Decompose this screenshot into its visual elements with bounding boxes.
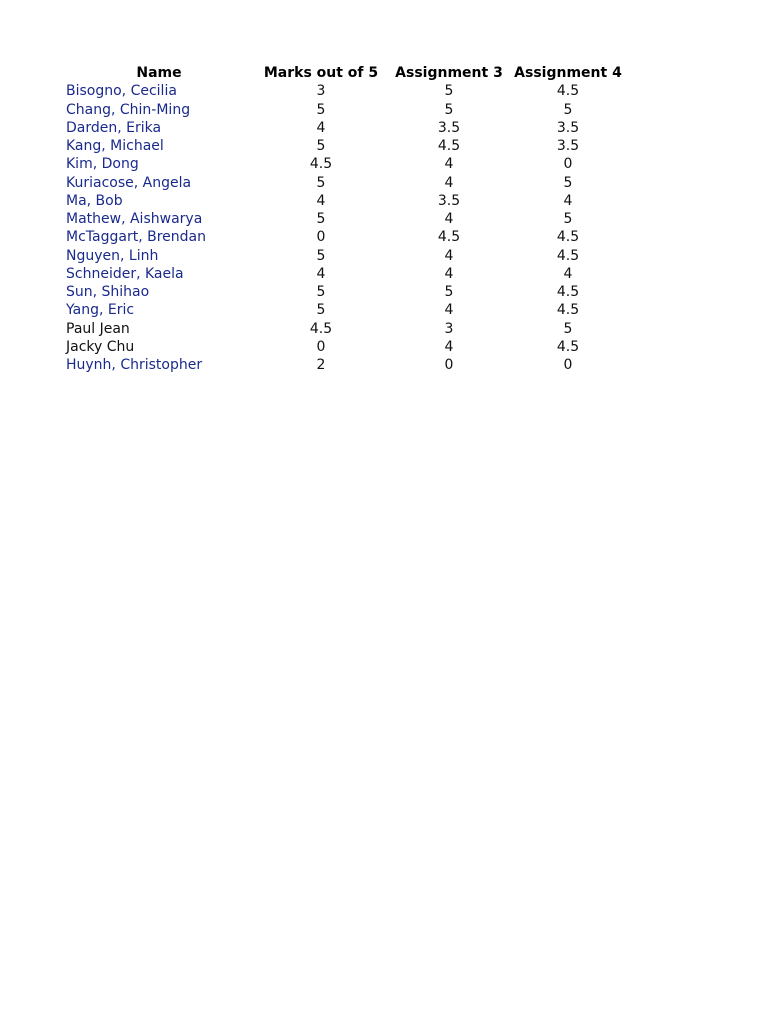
header-assignment-4: Assignment 4 xyxy=(514,65,622,81)
assignment-3-cell: 3.5 xyxy=(437,192,461,209)
header-name: Name xyxy=(136,65,182,81)
student-name: Schneider, Kaela xyxy=(66,265,184,282)
assignment-3-cell: 5 xyxy=(444,83,454,100)
marks-cell: 5 xyxy=(316,211,326,227)
table-row xyxy=(0,301,768,319)
assignment-4-cell: 4.5 xyxy=(556,229,580,246)
table-row xyxy=(0,247,768,265)
marks-cell: 0 xyxy=(316,338,326,355)
marks-cell: 4.5 xyxy=(309,320,333,337)
table-body xyxy=(0,82,768,374)
table-row xyxy=(0,320,768,338)
assignment-4-cell: 3.5 xyxy=(556,138,580,154)
assignment-3-cell: 5 xyxy=(444,284,454,300)
table-row xyxy=(0,356,768,374)
assignment-4-cell: 5 xyxy=(563,174,573,191)
assignment-4-cell: 0 xyxy=(563,357,573,373)
student-name: Paul Jean xyxy=(66,320,130,337)
marks-cell: 4 xyxy=(316,265,326,282)
assignment-3-cell: 4 xyxy=(444,247,454,264)
marks-cell: 4 xyxy=(316,192,326,209)
marks-cell: 2 xyxy=(316,357,326,373)
assignment-3-cell: 0 xyxy=(444,357,454,373)
student-name: Kim, Dong xyxy=(66,156,139,173)
student-name: Mathew, Aishwarya xyxy=(66,211,203,227)
assignment-4-cell: 5 xyxy=(563,320,573,337)
assignment-4-cell: 4 xyxy=(563,265,573,282)
table-row xyxy=(0,192,768,210)
table-row xyxy=(0,155,768,173)
assignment-3-cell: 4 xyxy=(444,211,454,227)
table-row xyxy=(0,119,768,137)
assignment-3-cell: 4 xyxy=(444,156,454,173)
table-row xyxy=(0,174,768,192)
student-name: Yang, Eric xyxy=(66,302,135,319)
marks-cell: 5 xyxy=(316,101,326,118)
assignment-3-cell: 4.5 xyxy=(437,138,461,154)
marks-cell: 5 xyxy=(316,174,326,191)
assignment-3-cell: 5 xyxy=(444,101,454,118)
student-name: Kuriacose, Angela xyxy=(66,174,192,191)
marks-cell: 3 xyxy=(316,83,326,100)
assignment-4-cell: 0 xyxy=(563,156,573,173)
marks-cell: 4 xyxy=(316,119,326,136)
student-name: Huynh, Christopher xyxy=(66,357,203,373)
assignment-4-cell: 4.5 xyxy=(556,302,580,319)
student-name: Chang, Chin-Ming xyxy=(66,101,191,118)
table-row xyxy=(0,101,768,119)
marks-cell: 5 xyxy=(316,284,326,300)
table-row xyxy=(0,338,768,356)
marks-cell: 4.5 xyxy=(309,156,333,173)
assignment-3-cell: 3 xyxy=(444,320,454,337)
student-name: Kang, Michael xyxy=(66,138,164,154)
table-row xyxy=(0,137,768,155)
student-name: Sun, Shihao xyxy=(66,284,150,300)
student-name: Nguyen, Linh xyxy=(66,247,159,264)
table-row xyxy=(0,210,768,228)
assignment-4-cell: 4 xyxy=(563,192,573,209)
assignment-3-cell: 4 xyxy=(444,302,454,319)
assignment-3-cell: 4.5 xyxy=(437,229,461,246)
assignment-3-cell: 4 xyxy=(444,174,454,191)
marks-cell: 0 xyxy=(316,229,326,246)
assignment-4-cell: 5 xyxy=(563,101,573,118)
grades-table xyxy=(0,64,768,374)
assignment-4-cell: 5 xyxy=(563,211,573,227)
assignment-4-cell: 4.5 xyxy=(556,83,580,100)
assignment-3-cell: 4 xyxy=(444,265,454,282)
table-row xyxy=(0,82,768,100)
assignment-4-cell: 3.5 xyxy=(556,119,580,136)
assignment-4-cell: 4.5 xyxy=(556,338,580,355)
student-name: Jacky Chu xyxy=(66,338,135,355)
header-row xyxy=(0,64,768,82)
table-row xyxy=(0,283,768,301)
table-row xyxy=(0,228,768,246)
marks-cell: 5 xyxy=(316,302,326,319)
marks-cell: 5 xyxy=(316,247,326,264)
assignment-3-cell: 4 xyxy=(444,338,454,355)
assignment-4-cell: 4.5 xyxy=(556,284,580,300)
student-name: Bisogno, Cecilia xyxy=(66,83,177,100)
student-name: McTaggart, Brendan xyxy=(66,229,206,246)
assignment-3-cell: 3.5 xyxy=(437,119,461,136)
assignment-4-cell: 4.5 xyxy=(556,247,580,264)
student-name: Ma, Bob xyxy=(66,192,123,209)
marks-cell: 5 xyxy=(316,138,326,154)
header-assignment-3: Assignment 3 xyxy=(395,65,503,81)
table-row xyxy=(0,265,768,283)
header-marks: Marks out of 5 xyxy=(263,65,379,81)
student-name: Darden, Erika xyxy=(66,119,162,136)
